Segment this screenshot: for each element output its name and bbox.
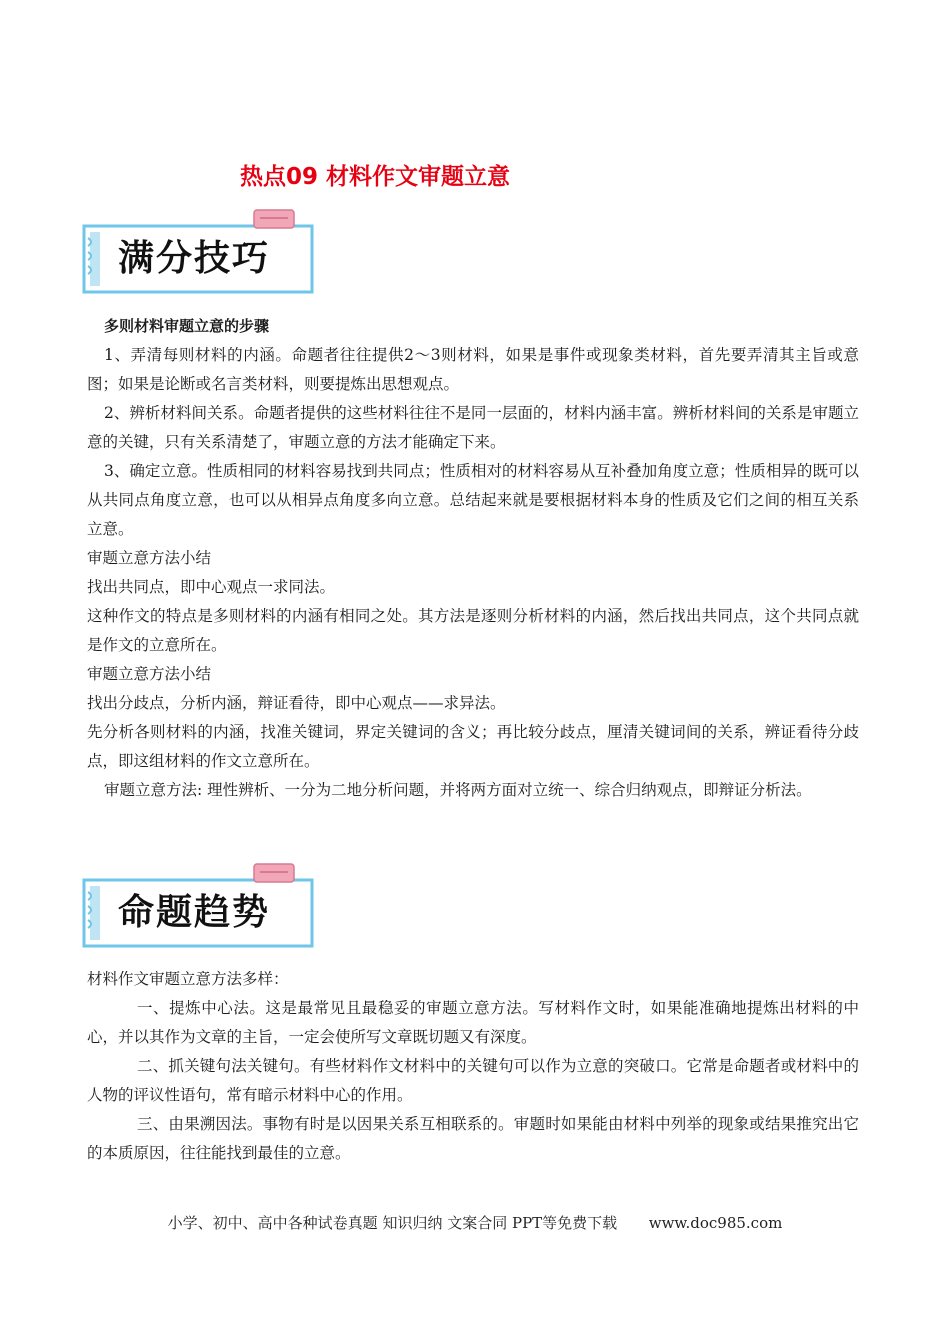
method-paragraph: 审题立意方法: 理性辨析、一分为二地分析问题，并将两方面对立统一、综合归纳观点，即辩证分析法。 <box>104 781 812 799</box>
page-title: 热点09 材料作文审题立意 <box>240 164 511 190</box>
summary-line: 找出共同点，即中心观点一求同法。 <box>87 578 336 596</box>
summary-title: 审题立意方法小结 <box>87 665 212 683</box>
banner-label: 满分技巧 <box>118 237 271 279</box>
footer-text: 小学、初中、高中各种试卷真题 知识归纳 文案合同 PPT等免费下载 <box>167 1214 618 1232</box>
section-heading: 多则材料审题立意的步骤 <box>104 317 270 335</box>
banner-label: 命题趋势 <box>118 891 271 933</box>
summary-title: 审题立意方法小结 <box>87 549 212 567</box>
summary-text: 这种作文的特点是多则材料的内涵有相同之处。其方法是逐则分析材料的内涵，然后找出共同点，这个共同点就是作文的立意所在。 <box>87 607 859 654</box>
page-footer <box>0 1212 950 1233</box>
banner-exam-trend <box>78 862 322 954</box>
section-trend <box>87 965 859 1168</box>
step-paragraph: 2、辨析材料间关系。命题者提供的这些材料往往不是同一层面的，材料内涵丰富。辨析材料间的关系是审题立意的关键，只有关系清楚了，审题立意的方法才能确定下来。 <box>87 404 859 451</box>
method-item: 三、由果溯因法。事物有时是以因果关系互相联系的。审题时如果能由材料中列举的现象或结果推究出它的本质原因，往往能找到最佳的立意。 <box>87 1115 859 1162</box>
step-paragraph: 3、确定立意。性质相同的材料容易找到共同点；性质相对的材料容易从互补叠加角度立意；性质相异的既可以从共同点角度立意，也可以从相异点角度多向立意。总结起来就是要根据材料本身的性质及它们之间的相互关系立意。 <box>87 462 859 538</box>
summary-text: 先分析各则材料的内涵，找准关键词，界定关键词的含义；再比较分歧点，厘清关键词间的关系，辨证看待分歧点，即这组材料的作文立意所在。 <box>87 723 859 770</box>
footer-url[interactable]: www.doc985.com <box>648 1214 783 1232</box>
section-intro: 材料作文审题立意方法多样： <box>87 970 289 988</box>
method-item: 二、抓关键句法关键句。有些材料作文材料中的关键句可以作为立意的突破口。它常是命题者或材料中的人物的评议性语句，常有暗示材料中心的作用。 <box>87 1057 859 1104</box>
section-tips <box>87 312 859 805</box>
summary-line: 找出分歧点，分析内涵，辩证看待，即中心观点——求异法。 <box>87 694 506 712</box>
step-paragraph: 1、弄清每则材料的内涵。命题者往往提供2～3则材料，如果是事件或现象类材料，首先要弄清其主旨或意图；如果是论断或名言类材料，则要提炼出思想观点。 <box>87 346 859 393</box>
banner-full-score-tips <box>78 208 322 300</box>
method-item: 一、提炼中心法。这是最常见且最稳妥的审题立意方法。写材料作文时，如果能准确地提炼出材料的中心，并以其作为文章的主旨，一定会使所写文章既切题又有深度。 <box>87 999 859 1046</box>
